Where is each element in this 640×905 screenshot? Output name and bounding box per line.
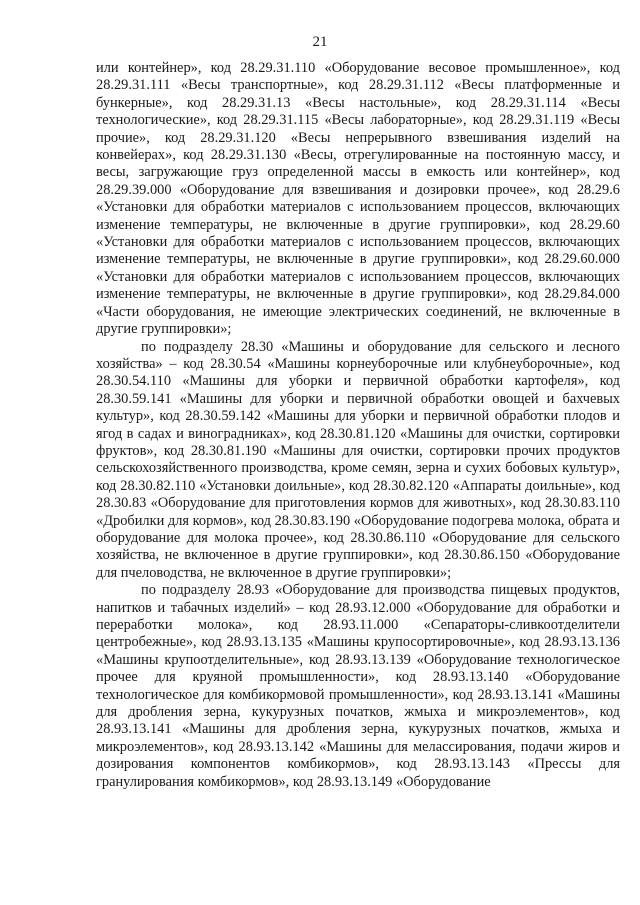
document-body [96,60,620,791]
paragraph-subsection-28-30: по подразделу 28.30 «Машины и оборудование для сельского и лесного хозяйства» – код 28.30.54 «Машины корнеуборочные или клубнеуборочные», код 28.30.54.110 «Машины для уборки и первичной обработки картофеля», код 28.30.59.141 «Машины для уборки и первичной обработки овощей и бахчевых культур», код 28.30.59.142 «Машины для уборки и первичной обработки плодов и ягод в садах и виноградниках», код 28.30.81.120 «Машины для очистки, сортировки фруктов», код 28.30.81.190 «Машины для очистки, сортировки прочих продуктов сельскохозяйственного производства, кроме семян, зерна и сухих бобовых культур», код 28.30.82.110 «Установки доильные», код 28.30.82.120 «Аппараты доильные», код 28.30.83 «Оборудование для приготовления кормов для животных», код 28.30.83.110 «Дробилки для кормов», код 28.30.83.190 «Оборудование подогрева молока, обрата и оборудование для молока прочее», код 28.30.86.110 «Оборудование для сельского хозяйства, не включенное в другие группировки», код 28.30.86.150 «Оборудование для пчеловодства, не включенное в другие группировки»; [96,338,620,581]
page-number: 21 [312,34,328,50]
paragraph-subsection-28-93: по подразделу 28.93 «Оборудование для производства пищевых продуктов, напитков и табачных изделий» – код 28.93.12.000 «Оборудование для обработки и переработки молока», код 28.93.11.000 «Сепараторы-сливкоотделители центробежные», код 28.93.13.135 «Машины крупосортировочные», код 28.93.13.136 «Машины крупоотделительные», код 28.93.13.139 «Оборудование технологическое прочее для круяной промышленности», код 28.93.13.140 «Оборудование технологическое для комбикормовой промышленности», код 28.93.13.141 «Машины для дробления зерна, кукурузных початков, жмыха и микроэлементов», код 28.93.13.141 «Машины для дробления зерна, кукурузных початков, жмыха и микроэлементов», код 28.93.13.142 «Машины для мелассирования, подачи жиров и дозирования компонентов комбикормов», код 28.93.13.143 «Прессы для гранулирования комбикормов», код 28.93.13.149 «Оборудование [96,582,620,790]
paragraph-continued: или контейнер», код 28.29.31.110 «Оборудование весовое промышленное», код 28.29.31.111 «Весы транспортные», код 28.29.31.112 «Весы платформенные и бункерные», код 28.29.31.13 «Весы настольные», код 28.29.31.114 «Весы технологические», код 28.29.31.115 «Весы лабораторные», код 28.29.31.119 «Весы прочие», код 28.29.31.120 «Весы непрерывного взвешивания изделий на конвейерах», код 28.29.31.130 «Весы, отрегулированные на постоянную массу, и весы, загружающие груз определенной массы в емкость или контейнер», код 28.29.39.000 «Оборудование для взвешивания и дозировки прочее», код 28.29.6 «Установки для обработки материалов с использованием процессов, включающих изменение температуры, не включенные в другие группировки», код 28.29.60 «Установки для обработки материалов с использованием процессов, включающих изменение температуры, не включенные в другие группировки», код 28.29.60.000 «Установки для обработки материалов с использованием процессов, включающих изменение температуры, не включенные в другие группировки», код 28.29.84.000 «Части оборудования, не имеющие электрических соединений, не включенные в другие группировки»; [96,60,620,338]
